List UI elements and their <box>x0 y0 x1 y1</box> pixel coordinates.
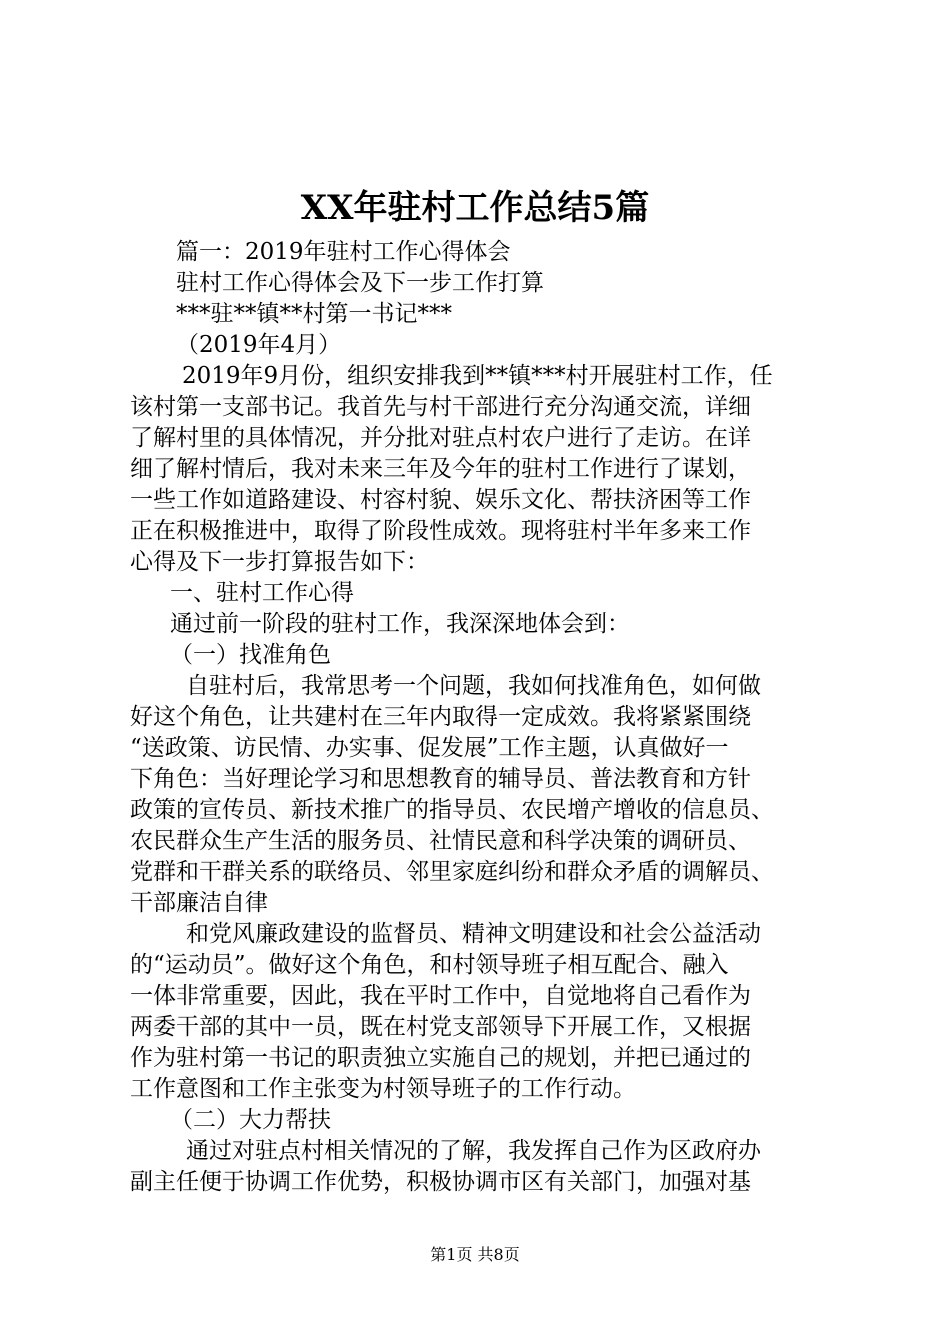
section-heading: 一、驻村工作心得 <box>170 580 354 606</box>
paragraph-line: 政策的宣传员、新技术推广的指导员、农民增产增收的信息员、 <box>130 797 774 823</box>
paragraph-line: 的“运动员”。做好这个角色，和村领导班子相互配合、融入 <box>130 952 729 978</box>
section-heading: 篇一：2019年驻村工作心得体会 <box>176 239 511 265</box>
paragraph-line: 一些工作如道路建设、村容村貌、娱乐文化、帮扶济困等工作 <box>130 487 751 513</box>
paragraph-line: 好这个角色，让共建村在三年内取得一定成效。我将紧紧围绕 <box>130 704 751 730</box>
document-body <box>130 237 850 1198</box>
paragraph-line: 作为驻村第一书记的职责独立实施自己的规划，并把已通过的 <box>130 1045 751 1071</box>
paragraph-line: 2019年9月份，组织安排我到**镇***村开展驻村工作，任 <box>182 363 773 389</box>
paragraph-line: “送政策、访民情、办实事、促发展”工作主题，认真做好一 <box>130 735 729 761</box>
subsection-heading: （二）大力帮扶 <box>170 1107 331 1133</box>
paragraph-line: 党群和干群关系的联络员、邻里家庭纠纷和群众矛盾的调解员、 <box>130 859 774 885</box>
document-title: XX年驻村工作总结5篇 <box>300 188 650 228</box>
paragraph-line: 一体非常重要，因此，我在平时工作中，自觉地将自己看作为 <box>130 983 751 1009</box>
date-line: （2019年4月） <box>176 332 342 358</box>
paragraph-line: 和党风廉政建设的监督员、精神文明建设和社会公益活动 <box>186 921 761 947</box>
paragraph-line: 了解村里的具体情况，并分批对驻点村农户进行了走访。在详 <box>130 425 751 451</box>
paragraph-line: 心得及下一步打算报告如下： <box>130 549 429 575</box>
page-footer: 第1页 共8页 <box>430 1245 520 1264</box>
paragraph-line: 副主任便于协调工作优势，积极协调市区有关部门，加强对基 <box>130 1169 751 1195</box>
paragraph-line: 干部廉洁自律 <box>130 890 268 916</box>
paragraph-line: 农民群众生产生活的服务员、社情民意和科学决策的调研员、 <box>130 828 751 854</box>
paragraph-line: 两委干部的其中一员，既在村党支部领导下开展工作，又根据 <box>130 1014 751 1040</box>
author-line: ***驻**镇**村第一书记*** <box>176 301 452 327</box>
paragraph-line: 下角色：当好理论学习和思想教育的辅导员、普法教育和方针 <box>130 766 751 792</box>
paragraph-line: 通过前一阶段的驻村工作，我深深地体会到： <box>170 611 630 637</box>
paragraph-line: 该村第一支部书记。我首先与村干部进行充分沟通交流，详细 <box>130 394 751 420</box>
paragraph-line: 正在积极推进中，取得了阶段性成效。现将驻村半年多来工作 <box>130 518 751 544</box>
subtitle: 驻村工作心得体会及下一步工作打算 <box>176 270 544 296</box>
paragraph-line: 通过对驻点村相关情况的了解，我发挥自己作为区政府办 <box>186 1138 761 1164</box>
paragraph-line: 自驻村后，我常思考一个问题，我如何找准角色，如何做 <box>186 673 761 699</box>
paragraph-line: 工作意图和工作主张变为村领导班子的工作行动。 <box>130 1076 636 1102</box>
subsection-heading: （一）找准角色 <box>170 642 331 668</box>
paragraph-line: 细了解村情后，我对未来三年及今年的驻村工作进行了谋划， <box>130 456 751 482</box>
